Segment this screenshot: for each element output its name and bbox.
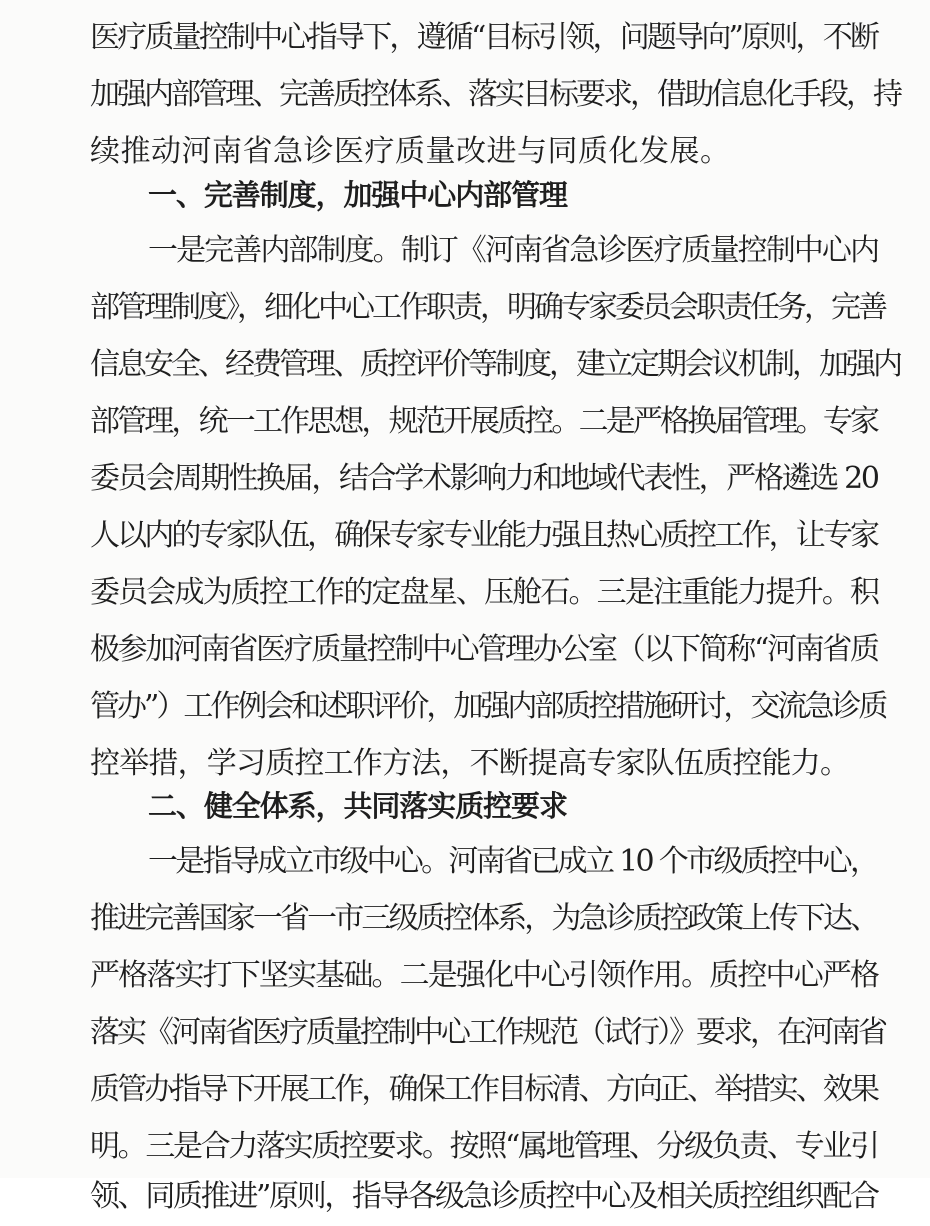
text-line-content: 落实《河南省医疗质量控制中心工作规范（试行）》要求，在河南省 [90, 1015, 885, 1050]
text-line [0, 1061, 930, 1119]
text-line-content: 质管办指导下开展工作，确保工作目标清、方向正、举措实、效果 [90, 1072, 878, 1107]
text-line [0, 9, 930, 67]
text-line-content: 人以内的专家队伍，确保专家专业能力强且热心质控工作，让专家 [90, 518, 878, 553]
text-line-content: 加强内部管理、完善质控体系、落实目标要求，借助信息化手段，持 [90, 77, 900, 112]
text-line-content: 极参加河南省医疗质量控制中心管理办公室（以下简称“河南省质 [90, 632, 878, 667]
text-line-content: 续推动河南省急诊医疗质量改进与同质化发展。 [90, 134, 731, 169]
section-heading-2 [0, 777, 930, 835]
text-line-content: 部管理制度》，细化中心工作职责，明确专家委员会职责任务，完善 [90, 290, 885, 325]
text-line-content: 医疗质量控制中心指导下，遵循“目标引领，问题导向”原则，不断 [90, 20, 878, 55]
text-line [0, 279, 930, 337]
text-line [0, 222, 930, 280]
section-heading-text: 二、健全体系，共同落实质控要求 [148, 789, 567, 823]
text-line [0, 450, 930, 508]
section-heading-text: 一、完善制度，加强中心内部管理 [148, 178, 567, 212]
text-line [0, 507, 930, 565]
text-line [0, 66, 930, 124]
text-line-content: 委员会成为质控工作的定盘星、压舱石。三是注重能力提升。积 [90, 575, 879, 610]
text-line [0, 564, 930, 622]
text-line [0, 947, 930, 1005]
text-line [0, 890, 930, 948]
text-line-content: 控举措，学习质控工作方法，不断提高专家队伍质控能力。 [90, 746, 850, 781]
text-line-content: 委员会周期性换届，结合学术影响力和地域代表性，严格遴选 20 [90, 461, 878, 496]
text-line-content: 一是完善内部制度。制订《河南省急诊医疗质量控制中心内 [148, 233, 879, 268]
section-heading-1 [0, 166, 930, 224]
text-line-content: 严格落实打下坚实基础。二是强化中心引领作用。质控中心严格 [90, 958, 879, 993]
text-line [0, 1168, 930, 1214]
text-line [0, 1004, 930, 1062]
text-line-content: 明。三是合力落实质控要求。按照“属地管理、分级负责、专业引 [90, 1129, 878, 1164]
text-line [0, 621, 930, 679]
text-line-content: 推进完善国家一省一市三级质控体系，为急诊质控政策上传下达、 [90, 901, 878, 936]
text-line [0, 833, 930, 891]
text-line-content: 一是指导成立市级中心。河南省已成立 10 个市级质控中心， [148, 844, 878, 879]
text-line-content: 管办”）工作例会和述职评价，加强内部质控措施研讨，交流急诊质 [90, 689, 886, 724]
text-line [0, 393, 930, 451]
text-line-content: 部管理，统一工作思想，规范开展质控。二是严格换届管理。专家 [90, 404, 878, 439]
text-line-content: 领、同质推进”原则，指导各级急诊质控中心及相关质控组织配合 [90, 1179, 878, 1214]
text-line [0, 336, 930, 394]
text-line [0, 678, 930, 736]
text-line-content: 信息安全、经费管理、质控评价等制度，建立定期会议机制，加强内 [90, 347, 900, 382]
